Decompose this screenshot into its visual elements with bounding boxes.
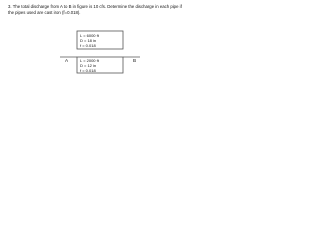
upper-pipe-length: L = 6000 ft — [80, 33, 99, 38]
upper-pipe-diameter: D = 18 in — [80, 38, 97, 43]
upper-pipe-friction: f = 0.018 — [80, 43, 96, 48]
document-page — [0, 0, 200, 102]
question-line-2: the pipes used are cast iron (f=0.018). — [8, 9, 81, 15]
lower-pipe-friction: f = 0.018 — [80, 68, 96, 73]
node-b-label: B — [133, 58, 137, 63]
question-line-1: 3. The total discharge from A to B in figure is 10 cfs. Determine the discharge in each pipe if — [8, 4, 182, 9]
node-a-label: A — [65, 58, 69, 63]
pipe-network-figure — [0, 0, 200, 102]
lower-pipe-length: L = 2000 ft — [80, 58, 99, 63]
lower-pipe-diameter: D = 12 in — [80, 63, 97, 68]
